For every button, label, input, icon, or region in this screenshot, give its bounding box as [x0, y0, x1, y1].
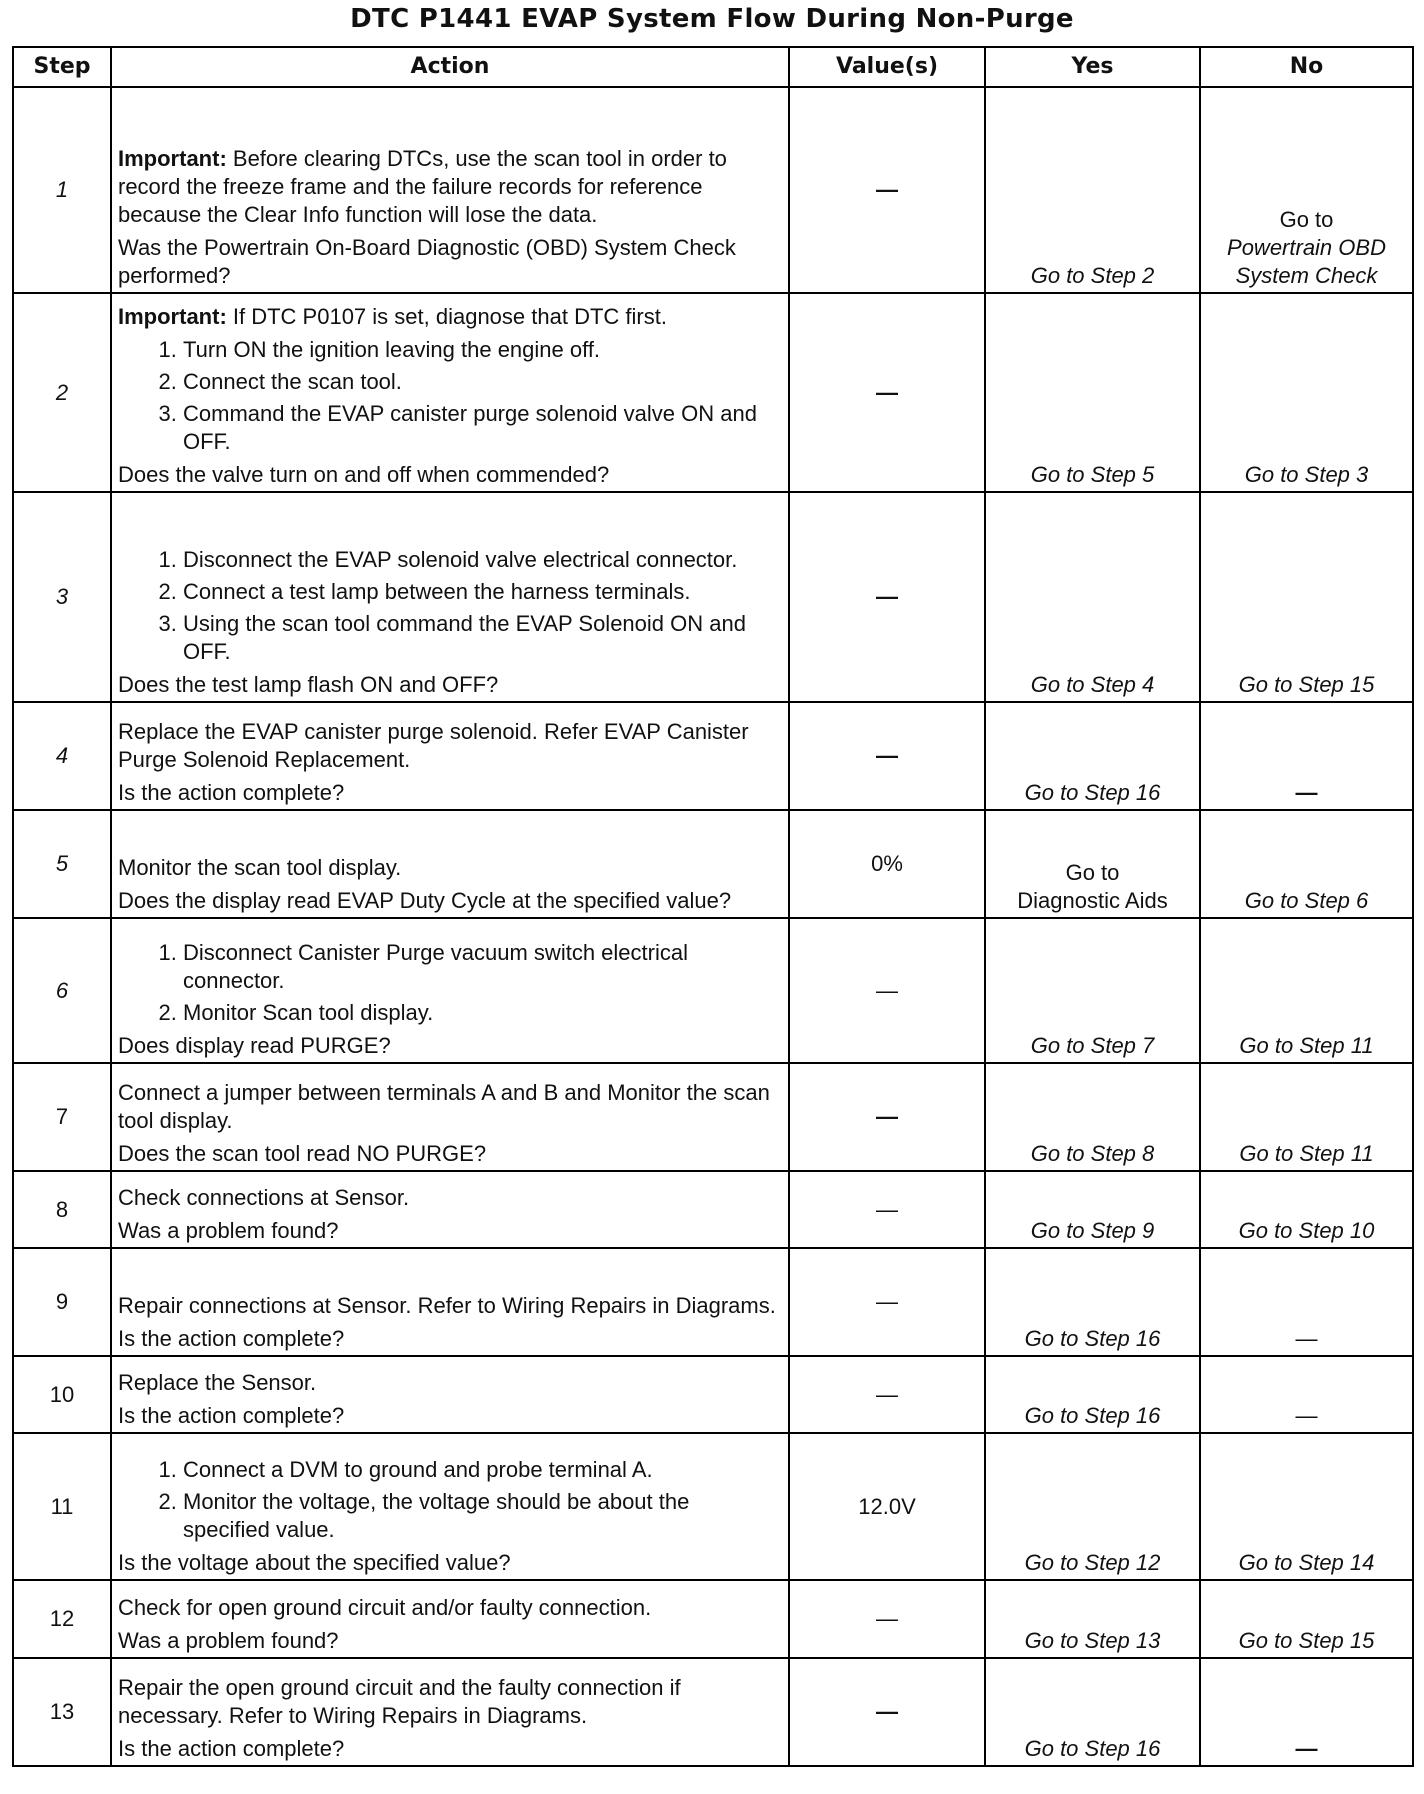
action-text: If DTC P0107 is set, diagnose that DTC first. — [232, 304, 667, 329]
action-cell — [111, 810, 789, 918]
yes-result: Go to Step 12 — [985, 1433, 1200, 1580]
action-text: Repair connections at Sensor. Refer to Wiring Repairs in Diagrams. — [118, 1293, 776, 1318]
value-cell: — — [789, 1063, 985, 1171]
step-number: 6 — [13, 918, 111, 1063]
table-row-step-3 — [13, 492, 1413, 702]
action-cell — [111, 918, 789, 1063]
no-result: — — [1200, 1356, 1413, 1433]
yes-result: Go to Step 16 — [985, 1356, 1200, 1433]
action-text: Check connections at Sensor. — [118, 1185, 410, 1210]
step-number: 5 — [13, 810, 111, 918]
action-text: Connect a jumper between terminals A and B and Monitor the scan tool display. — [118, 1080, 770, 1133]
value-cell: — — [789, 1171, 985, 1248]
action-question: Does the scan tool read NO PURGE? — [118, 1141, 487, 1166]
action-question: Was a problem found? — [118, 1628, 339, 1653]
list-item: 1. Turn ON the ignition leaving the engine off. — [183, 336, 782, 364]
action-question: Does the test lamp flash ON and OFF? — [118, 672, 499, 697]
step-number: 10 — [13, 1356, 111, 1433]
yes-result: Go to Step 16 — [985, 702, 1200, 810]
action-cell — [111, 1580, 789, 1658]
step-number: 2 — [13, 293, 111, 492]
yes-result-line2: Diagnostic Aids — [1017, 888, 1168, 913]
action-text: Check for open ground circuit and/or faulty connection. — [118, 1595, 652, 1620]
table-row-step-6 — [13, 918, 1413, 1063]
no-result-line1: Go to — [1279, 207, 1334, 232]
no-result: Go to Step 11 — [1200, 918, 1413, 1063]
action-question: Does the display read EVAP Duty Cycle at the specified value? — [118, 888, 732, 913]
value-cell: — — [789, 918, 985, 1063]
table-row-step-11 — [13, 1433, 1413, 1580]
header-step: Step — [13, 47, 111, 87]
list-item: 3. Command the EVAP canister purge solenoid valve ON and OFF. — [183, 400, 782, 456]
value-cell: — — [789, 702, 985, 810]
action-question: Was the Powertrain On-Board Diagnostic (OBD) System Check performed? — [118, 235, 736, 288]
yes-result: Go to Step 2 — [985, 87, 1200, 293]
yes-result: Go to Step 16 — [985, 1248, 1200, 1356]
action-question: Does the valve turn on and off when commended? — [118, 462, 610, 487]
action-text: Monitor the scan tool display. — [118, 855, 402, 880]
step-number: 3 — [13, 492, 111, 702]
action-cell — [111, 1356, 789, 1433]
action-cell — [111, 87, 789, 293]
no-result: Go to Step 15 — [1200, 492, 1413, 702]
no-result: Go to Step 10 — [1200, 1171, 1413, 1248]
yes-result-line1: Go to — [1065, 860, 1120, 885]
action-cell — [111, 1658, 789, 1766]
list-item: 2. Connect the scan tool. — [183, 368, 782, 396]
important-label: Important: — [118, 304, 227, 329]
header-yes: Yes — [985, 47, 1200, 87]
no-result: — — [1200, 1658, 1413, 1766]
table-row-step-1 — [13, 87, 1413, 293]
step-number: 7 — [13, 1063, 111, 1171]
action-cell — [111, 1171, 789, 1248]
table-row-step-5 — [13, 810, 1413, 918]
important-label: Important: — [118, 146, 227, 171]
step-number: 11 — [13, 1433, 111, 1580]
action-text: Before clearing DTCs, use the scan tool in order to record the freeze frame and the failure records for reference because the Clear Info function will lose the data. — [118, 146, 727, 227]
document-title: DTC P1441 EVAP System Flow During Non-Purge — [350, 4, 1074, 34]
action-steps-list — [118, 939, 782, 1027]
table-row-step-2 — [13, 293, 1413, 492]
table-row-step-10 — [13, 1356, 1413, 1433]
table-row-step-4 — [13, 702, 1413, 810]
action-question: Does display read PURGE? — [118, 1033, 391, 1058]
action-cell — [111, 1248, 789, 1356]
list-item: 1. Connect a DVM to ground and probe terminal A. — [183, 1456, 782, 1484]
value-cell: — — [789, 1248, 985, 1356]
action-question: Was a problem found? — [118, 1218, 339, 1243]
list-item: 2. Monitor Scan tool display. — [183, 999, 782, 1027]
table-row-step-9 — [13, 1248, 1413, 1356]
list-item: 1. Disconnect the EVAP solenoid valve electrical connector. — [183, 546, 782, 574]
step-number: 12 — [13, 1580, 111, 1658]
list-item: 1. Disconnect Canister Purge vacuum switch electrical connector. — [183, 939, 782, 995]
header-no: No — [1200, 47, 1413, 87]
value-cell: — — [789, 1356, 985, 1433]
no-result: — — [1200, 702, 1413, 810]
diagnostic-table — [12, 46, 1414, 1767]
table-row-step-8 — [13, 1171, 1413, 1248]
value-cell: — — [789, 492, 985, 702]
step-number: 1 — [13, 87, 111, 293]
yes-result: Go to Step 5 — [985, 293, 1200, 492]
no-result: Go to Step 15 — [1200, 1580, 1413, 1658]
header-row — [13, 47, 1413, 87]
action-text: Replace the EVAP canister purge solenoid. Refer EVAP Canister Purge Solenoid Replacement. — [118, 719, 749, 772]
action-text: Replace the Sensor. — [118, 1370, 317, 1395]
step-number: 8 — [13, 1171, 111, 1248]
no-result: Go to Step 14 — [1200, 1433, 1413, 1580]
action-cell — [111, 293, 789, 492]
value-cell: — — [789, 1658, 985, 1766]
yes-result: Go to Step 7 — [985, 918, 1200, 1063]
no-result: Go to Step 11 — [1200, 1063, 1413, 1171]
value-cell: — — [789, 87, 985, 293]
header-values: Value(s) — [789, 47, 985, 87]
action-question: Is the action complete? — [118, 1736, 345, 1761]
action-question: Is the action complete? — [118, 1326, 345, 1351]
list-item: 2. Connect a test lamp between the harness terminals. — [183, 578, 782, 606]
no-result: — — [1200, 1248, 1413, 1356]
table-row-step-12 — [13, 1580, 1413, 1658]
header-action: Action — [111, 47, 789, 87]
action-cell — [111, 1433, 789, 1580]
action-steps-list — [118, 546, 782, 666]
action-steps-list — [118, 1456, 782, 1544]
action-question: Is the action complete? — [118, 1403, 345, 1428]
no-result — [1200, 87, 1413, 293]
action-cell — [111, 492, 789, 702]
yes-result: Go to Step 4 — [985, 492, 1200, 702]
no-result: Go to Step 3 — [1200, 293, 1413, 492]
step-number: 13 — [13, 1658, 111, 1766]
yes-result: Go to Step 16 — [985, 1658, 1200, 1766]
action-cell — [111, 702, 789, 810]
step-number: 4 — [13, 702, 111, 810]
value-cell: — — [789, 293, 985, 492]
action-cell — [111, 1063, 789, 1171]
action-steps-list — [118, 336, 782, 456]
yes-result: Go to Step 9 — [985, 1171, 1200, 1248]
table-row-step-13 — [13, 1658, 1413, 1766]
list-item: 3. Using the scan tool command the EVAP Solenoid ON and OFF. — [183, 610, 782, 666]
action-question: Is the action complete? — [118, 780, 345, 805]
no-result-line2: Powertrain OBD System Check — [1227, 235, 1386, 288]
list-item: 2. Monitor the voltage, the voltage should be about the specified value. — [183, 1488, 782, 1544]
no-result: Go to Step 6 — [1200, 810, 1413, 918]
value-cell: 0% — [789, 810, 985, 918]
action-question: Is the voltage about the specified value? — [118, 1550, 511, 1575]
value-cell: 12.0V — [789, 1433, 985, 1580]
yes-result — [985, 810, 1200, 918]
table-row-step-7 — [13, 1063, 1413, 1171]
action-text: Repair the open ground circuit and the faulty connection if necessary. Refer to Wiring Repairs in Diagrams. — [118, 1675, 681, 1728]
step-number: 9 — [13, 1248, 111, 1356]
yes-result: Go to Step 8 — [985, 1063, 1200, 1171]
value-cell: — — [789, 1580, 985, 1658]
yes-result: Go to Step 13 — [985, 1580, 1200, 1658]
